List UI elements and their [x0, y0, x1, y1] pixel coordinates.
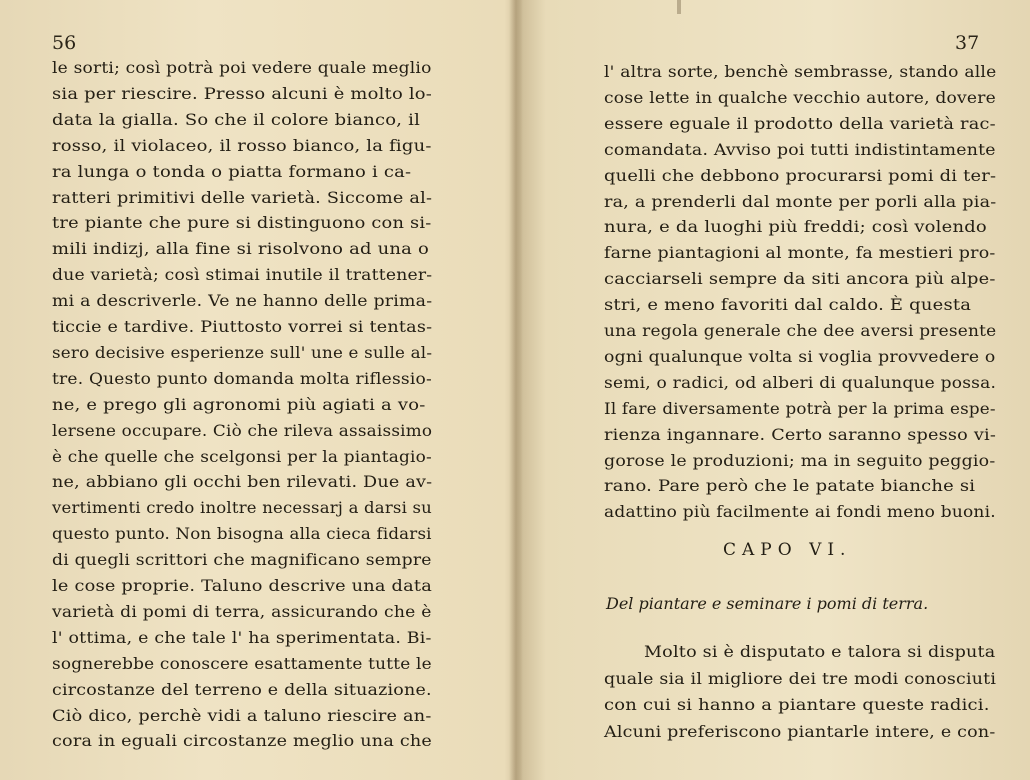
chapter-heading: CAPO VI.: [723, 540, 852, 560]
text-line: sognerebbe conoscere esattamente tutte le: [52, 653, 432, 673]
text-line: di quegli scrittori che magnificano sempre: [52, 550, 432, 570]
text-line: comandata. Avviso poi tutti indistintamente: [604, 139, 996, 159]
text-line: lersene occupare. Ciò che rileva assaissimo: [52, 420, 433, 440]
text-line: ne, e prego gli agronomi più agiati a vo-: [52, 394, 426, 414]
text-line: ogni qualunque volta si voglia provvedere o: [604, 346, 996, 366]
text-line: tre piante che pure si distinguono con si-: [52, 213, 432, 233]
text-line: vertimenti credo inoltre necessarj a darsi su: [52, 498, 432, 518]
text-line: adattino più facilmente ai fondi meno buoni.: [604, 502, 996, 522]
text-line: rienza ingannare. Certo saranno spesso vi-: [604, 424, 997, 444]
text-line: mi a descriverle. Ve ne hanno delle prima-: [52, 291, 433, 311]
text-line: semi, o radici, od alberi di qualunque possa.: [604, 372, 997, 392]
text-line: mili indizj, alla fine si risolvono ad una o: [52, 239, 430, 259]
text-line: cora in eguali circostanze meglio una che: [52, 731, 433, 751]
text-line: circostanze del terreno e della situazione.: [52, 679, 432, 699]
right-page-number: 37: [955, 32, 980, 54]
chapter-subtitle: Del piantare e seminare i pomi di terra.: [606, 594, 929, 613]
text-line: Molto si è disputato e talora si disputa: [644, 642, 996, 661]
text-line: tre. Questo punto domanda molta riflessio-: [52, 368, 432, 388]
text-line: sero decisive esperienze sull' une e sulle al-: [52, 342, 433, 362]
text-line: questo punto. Non bisogna alla cieca fidarsi: [52, 524, 432, 544]
left-page-number: 56: [52, 32, 77, 54]
text-line: Alcuni preferiscono piantarle intere, e con-: [604, 721, 996, 741]
text-line: ticcie e tardive. Piuttosto vorrei si tentas-: [52, 317, 433, 336]
text-line: Ciò dico, perchè vidi a taluno riescire an-: [52, 705, 432, 725]
text-line: sia per riescire. Presso alcuni è molto lo-: [52, 83, 433, 103]
text-line: quale sia il migliore dei tre modi conosciuti: [604, 668, 997, 688]
text-line: gorose le produzioni; ma in seguito peggio-: [604, 450, 996, 470]
text-line: una regola generale che dee aversi presente: [604, 321, 997, 340]
text-line: l' ottima, e che tale l' ha sperimentata. Bi-: [52, 627, 432, 647]
text-line: nura, e da luoghi più freddi; così volendo: [604, 217, 987, 237]
text-line: cose lette in qualche vecchio autore, dovere: [604, 87, 996, 107]
text-line: ratteri primitivi delle varietà. Siccome al-: [52, 187, 433, 207]
text-line: ra lunga o tonda o piatta formano i ca-: [52, 161, 412, 181]
text-line: quelli che debbono procurarsi pomi di ter-: [604, 165, 997, 185]
text-line: le cose proprie. Taluno descrive una data: [52, 576, 433, 595]
text-line: rosso, il violaceo, il rosso bianco, la figu-: [52, 135, 432, 155]
text-line: è che quelle che scelgonsi per la piantagio-: [52, 446, 432, 466]
text-line: essere eguale il prodotto della varietà rac-: [604, 113, 996, 133]
text-line: con cui si hanno a piantare queste radici.: [604, 695, 990, 714]
text-line: Il fare diversamente potrà per la prima espe-: [604, 398, 996, 418]
text-line: rano. Pare però che le patate bianche si: [604, 476, 976, 496]
text-line: ne, abbiano gli occhi ben rilevati. Due av-: [52, 472, 433, 492]
text-line: cacciarseli sempre da siti ancora più alpe-: [604, 269, 996, 289]
text-line: farne piantagioni al monte, fa mestieri pro-: [604, 243, 996, 263]
text-line: due varietà; così stimai inutile il trattener-: [52, 265, 433, 285]
text-line: l' altra sorte, benchè sembrasse, stando alle: [604, 62, 997, 81]
text-line: le sorti; così potrà poi vedere quale meglio: [52, 58, 432, 77]
text-line: data la gialla. So che il colore bianco, il: [52, 109, 421, 129]
right-page: [515, 0, 1030, 780]
text-line: stri, e meno favoriti dal caldo. È questa: [604, 295, 972, 315]
page-mark: [677, 0, 681, 14]
text-line: varietà di pomi di terra, assicurando che è: [52, 601, 432, 621]
text-line: ra, a prenderli dal monte per porli alla pia-: [604, 191, 997, 211]
